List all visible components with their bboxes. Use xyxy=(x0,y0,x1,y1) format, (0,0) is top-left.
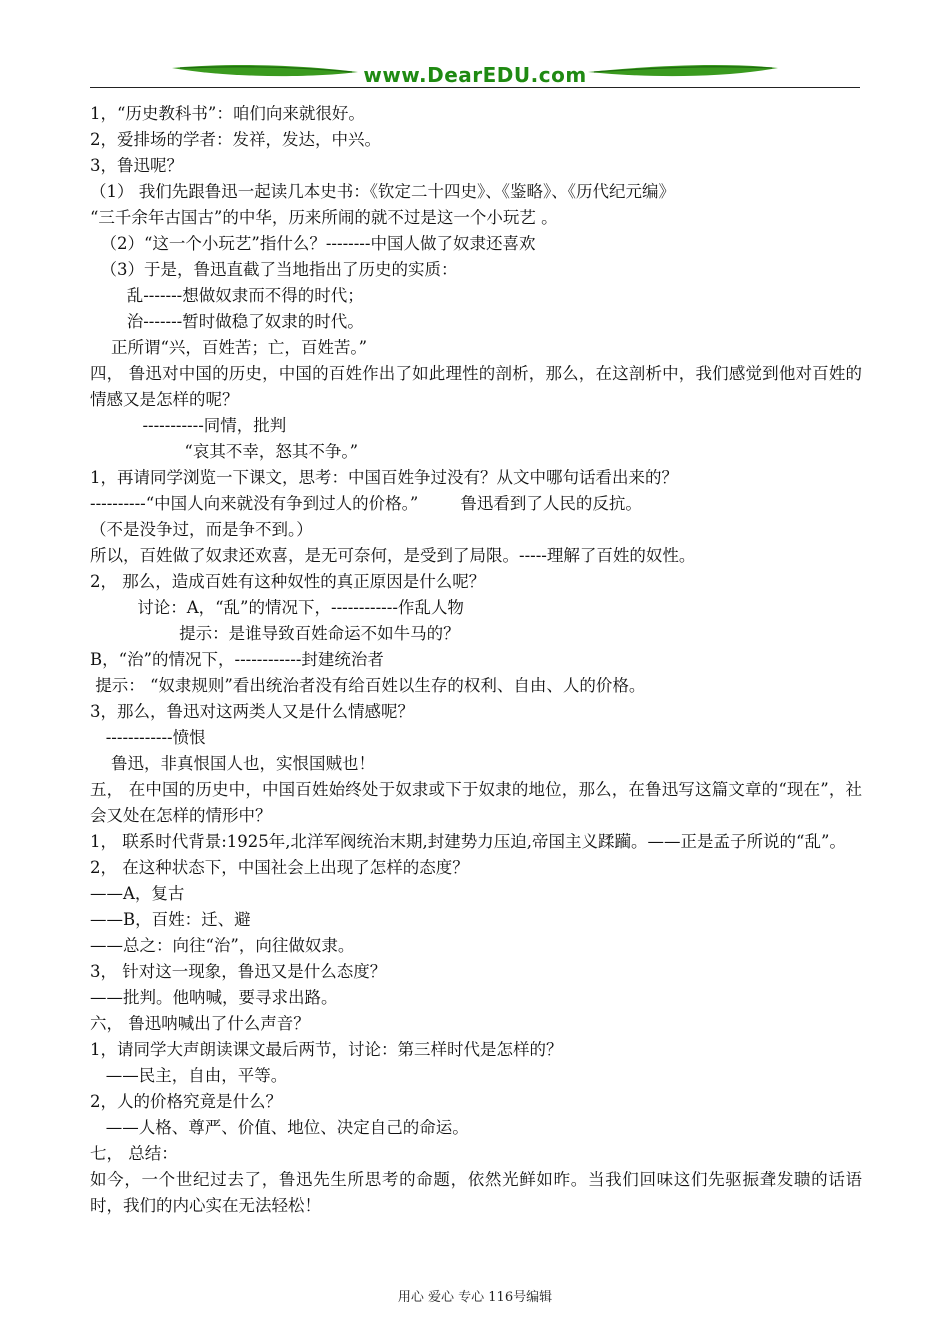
text-line: 乱-------想做奴隶而不得的时代； xyxy=(90,286,364,305)
text-line: ——B，百姓：迁、避 xyxy=(90,910,251,929)
text-line: 3，鲁迅呢？ xyxy=(90,156,183,175)
text-line: 2，人的价格究竟是什么？ xyxy=(90,1092,282,1111)
site-brand: www.DearEDU.com xyxy=(363,63,587,87)
text-line: ------------愤恨 xyxy=(90,728,206,747)
section-heading-7: 七， 总结： xyxy=(90,1144,178,1163)
text-line: （2）“这一个小玩艺”指什么？--------中国人做了奴隶还喜欢 xyxy=(90,234,536,253)
section-heading-5: 五， 在中国的历史中，中国百姓始终处于奴隶或下于奴隶的地位，那么，在鲁迅写这篇文章的“现在”，社会又处在怎样的情形中？ xyxy=(90,780,862,825)
text-line: 提示： “奴隶规则”看出统治者没有给百姓以生存的权利、自由、人的价格。 xyxy=(90,676,646,695)
text-line: （1） 我们先跟鲁迅一起读几本史书：《钦定二十四史》、《鉴略》、《历代纪元编》 xyxy=(90,182,675,201)
text-line: ——总之：向往“治”，向往做奴隶。 xyxy=(90,936,355,955)
text-line: 治-------暂时做稳了奴隶的时代。 xyxy=(90,312,364,331)
text-line: ----------“中国人向来就没有争到过人的价格。” 鲁迅看到了人民的反抗。 xyxy=(90,494,642,513)
text-line: 3， 针对这一现象，鲁迅又是什么态度？ xyxy=(90,962,387,981)
text-line: 鲁迅，非真恨国人也，实恨国贼也！ xyxy=(90,754,375,773)
section-heading-4: 四， 鲁迅对中国的历史，中国的百姓作出了如此理性的剖析，那么，在这剖析中，我们感觉到他对百姓的情感又是怎样的呢？ xyxy=(90,364,862,409)
text-line: 2， 在这种状态下，中国社会上出现了怎样的态度？ xyxy=(90,858,469,877)
text-line: ——民主，自由，平等。 xyxy=(90,1066,288,1085)
document-body xyxy=(90,101,862,1219)
text-line: 2， 那么，造成百姓有这种奴性的真正原因是什么呢？ xyxy=(90,572,486,591)
text-line: （3）于是，鲁迅直截了当地指出了历史的实质： xyxy=(90,260,458,279)
section-heading-6: 六， 鲁迅呐喊出了什么声音？ xyxy=(90,1014,310,1033)
text-line: 3，那么，鲁迅对这两类人又是什么情感呢？ xyxy=(90,702,414,721)
text-line: 2，爱排场的学者：发祥，发达，中兴。 xyxy=(90,130,381,149)
text-paragraph: 1， 联系时代背景:1925年,北洋军阀统治末期,封建势力压迫,帝国主义蹂躏。——正是孟子所说的“乱”。 xyxy=(90,832,846,851)
page-header xyxy=(90,60,860,90)
text-line: （不是没争过，而是争不到。） xyxy=(90,520,313,539)
text-line: 讨论：A，“乱”的情况下，------------作乱人物 xyxy=(90,598,464,617)
text-line: ——A，复古 xyxy=(90,884,185,903)
text-line: “哀其不幸，怒其不争。” xyxy=(90,442,359,461)
text-line: -----------同情，批判 xyxy=(90,416,287,435)
text-line: ——批判。他呐喊，要寻求出路。 xyxy=(90,988,338,1007)
page-footer: 用心 爱心 专心 116号编辑 xyxy=(397,1290,553,1305)
text-line: 1，请同学大声朗读课文最后两节，讨论：第三样时代是怎样的？ xyxy=(90,1040,563,1059)
text-line: 提示：是谁导致百姓命运不如牛马的？ xyxy=(90,624,460,643)
text-line: 1，“历史教科书”：咱们向来就很好。 xyxy=(90,104,365,123)
text-line: 1，再请同学浏览一下课文，思考：中国百姓争过没有？从文中哪句话看出来的？ xyxy=(90,468,678,487)
text-line: ——人格、尊严、价值、地位、决定自己的命运。 xyxy=(90,1118,469,1137)
text-line: 所以，百姓做了奴隶还欢喜，是无可奈何，是受到了局限。-----理解了百姓的奴性。 xyxy=(90,546,696,565)
text-line: “三千余年古国古”的中华，历来所闹的就不过是这一个小玩艺 。 xyxy=(90,208,558,227)
text-line: 正所谓“兴，百姓苦；亡，百姓苦。” xyxy=(90,338,368,357)
text-line: B，“治”的情况下，------------封建统治者 xyxy=(90,650,384,669)
header-rule xyxy=(90,87,860,88)
text-paragraph: 如今，一个世纪过去了，鲁迅先生所思考的命题，依然光鲜如昨。当我们回味这们先驱振聋发聩的话语时，我们的内心实在无法轻松！ xyxy=(90,1170,862,1215)
